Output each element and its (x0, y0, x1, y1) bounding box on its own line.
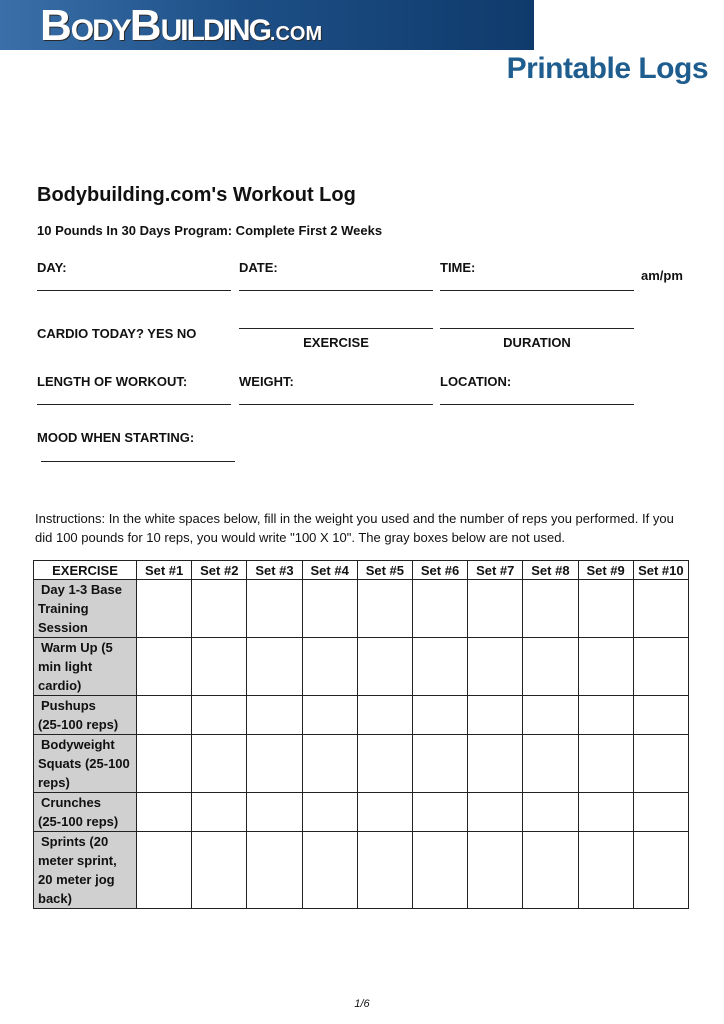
location-field-line[interactable] (440, 404, 634, 405)
set-10-entry-cell[interactable] (633, 580, 688, 638)
header-set-2: Set #2 (192, 561, 247, 580)
set-6-entry-cell[interactable] (412, 638, 467, 696)
set-1-entry-cell[interactable] (137, 832, 192, 909)
length-field-line[interactable] (37, 404, 231, 405)
page-number: 1/6 (354, 998, 370, 1010)
set-2-entry-cell[interactable] (192, 580, 247, 638)
set-2-entry-cell[interactable] (192, 696, 247, 735)
exercise-name-rest: meter sprint, 20 meter jog back) (38, 853, 117, 906)
ampm-label: am/pm (641, 268, 683, 283)
set-2-entry-cell[interactable] (192, 832, 247, 909)
header-set-8: Set #8 (523, 561, 578, 580)
set-9-entry-cell[interactable] (578, 580, 633, 638)
set-3-entry-cell[interactable] (247, 735, 302, 793)
cardio-exercise-line[interactable] (239, 328, 433, 329)
set-6-entry-cell[interactable] (412, 735, 467, 793)
set-5-entry-cell[interactable] (357, 696, 412, 735)
header-set-4: Set #4 (302, 561, 357, 580)
set-4-entry-cell[interactable] (302, 793, 357, 832)
exercise-name-line1: Sprints (20 (41, 834, 109, 849)
set-8-entry-cell[interactable] (523, 580, 578, 638)
table-row (34, 696, 689, 735)
weight-field-line[interactable] (239, 404, 433, 405)
header-set-5: Set #5 (357, 561, 412, 580)
exercise-name-cell (34, 735, 137, 793)
location-label: LOCATION: (440, 374, 512, 389)
header-set-6: Set #6 (412, 561, 467, 580)
banner-brand-text: BODYBUILDING.COM (40, 1, 323, 50)
set-5-entry-cell[interactable] (357, 638, 412, 696)
table-row (34, 735, 689, 793)
set-5-entry-cell[interactable] (357, 793, 412, 832)
exercise-name-cell (34, 832, 137, 909)
time-label: TIME: (440, 260, 476, 275)
set-4-entry-cell[interactable] (302, 696, 357, 735)
exercise-caption: EXERCISE (303, 335, 369, 350)
set-3-entry-cell[interactable] (247, 832, 302, 909)
set-5-entry-cell[interactable] (357, 580, 412, 638)
set-2-entry-cell[interactable] (192, 793, 247, 832)
program-subtitle: 10 Pounds In 30 Days Program: Complete First 2 Weeks (37, 223, 383, 238)
duration-caption: DURATION (503, 335, 571, 350)
exercise-name-cell (34, 638, 137, 696)
exercise-name-rest: Training Session (38, 601, 89, 635)
date-field-line[interactable] (239, 290, 433, 291)
set-9-entry-cell[interactable] (578, 832, 633, 909)
set-4-entry-cell[interactable] (302, 735, 357, 793)
cardio-duration-line[interactable] (440, 328, 634, 329)
time-field-line[interactable] (440, 290, 634, 291)
header-set-10: Set #10 (633, 561, 688, 580)
exercise-name-rest: (25-100 reps) (38, 814, 119, 829)
table-body (34, 580, 689, 909)
set-3-entry-cell[interactable] (247, 793, 302, 832)
exercise-name-line1: Crunches (41, 795, 101, 810)
bodybuilding-banner-logo (0, 0, 708, 88)
set-3-entry-cell[interactable] (247, 696, 302, 735)
set-9-entry-cell[interactable] (578, 735, 633, 793)
set-10-entry-cell[interactable] (633, 793, 688, 832)
set-8-entry-cell[interactable] (523, 638, 578, 696)
exercise-name-rest: Squats (25-100 reps) (38, 756, 130, 790)
set-5-entry-cell[interactable] (357, 832, 412, 909)
set-7-entry-cell[interactable] (468, 580, 523, 638)
set-7-entry-cell[interactable] (468, 832, 523, 909)
workout-log-table (33, 560, 689, 909)
page-title: Bodybuilding.com's Workout Log (37, 184, 356, 206)
cardio-label: CARDIO TODAY? YES NO (37, 326, 197, 341)
set-7-entry-cell[interactable] (468, 638, 523, 696)
set-10-entry-cell[interactable] (633, 832, 688, 909)
set-5-entry-cell[interactable] (357, 735, 412, 793)
set-10-entry-cell[interactable] (633, 696, 688, 735)
set-10-entry-cell[interactable] (633, 638, 688, 696)
set-2-entry-cell[interactable] (192, 638, 247, 696)
set-9-entry-cell[interactable] (578, 793, 633, 832)
set-2-entry-cell[interactable] (192, 735, 247, 793)
set-7-entry-cell[interactable] (468, 735, 523, 793)
set-6-entry-cell[interactable] (412, 793, 467, 832)
weight-label: WEIGHT: (239, 374, 294, 389)
day-field-line[interactable] (37, 290, 231, 291)
table-row (34, 832, 689, 909)
set-1-entry-cell[interactable] (137, 580, 192, 638)
length-label: LENGTH OF WORKOUT: (37, 374, 188, 389)
exercise-name-cell (34, 696, 137, 735)
exercise-name-line1: Day 1-3 Base (41, 582, 122, 597)
set-9-entry-cell[interactable] (578, 638, 633, 696)
set-1-entry-cell[interactable] (137, 638, 192, 696)
day-label: DAY: (37, 260, 67, 275)
date-label: DATE: (239, 260, 278, 275)
set-8-entry-cell[interactable] (523, 735, 578, 793)
header-set-7: Set #7 (468, 561, 523, 580)
exercise-name-line1: Pushups (41, 698, 96, 713)
set-4-entry-cell[interactable] (302, 638, 357, 696)
table-row (34, 638, 689, 696)
instructions-text: Instructions: In the white spaces below, fill in the weight you used and the number of reps you performed. If you did 100 pounds for 10 reps, you would write "100 X 10". The gray boxes below are not used. (35, 511, 674, 545)
exercise-name-cell (34, 793, 137, 832)
table-row (34, 580, 689, 638)
exercise-name-line1: Bodyweight (41, 737, 115, 752)
exercise-name-cell (34, 580, 137, 638)
set-8-entry-cell[interactable] (523, 832, 578, 909)
mood-label: MOOD WHEN STARTING: (37, 430, 195, 445)
exercise-name-line1: Warm Up (5 (41, 640, 113, 655)
set-4-entry-cell[interactable] (302, 580, 357, 638)
exercise-name-rest: (25-100 reps) (38, 717, 119, 732)
exercise-name-rest: min light cardio) (38, 659, 93, 693)
set-6-entry-cell[interactable] (412, 696, 467, 735)
header-exercise: EXERCISE (34, 561, 137, 580)
set-3-entry-cell[interactable] (247, 638, 302, 696)
set-6-entry-cell[interactable] (412, 580, 467, 638)
set-9-entry-cell[interactable] (578, 696, 633, 735)
set-8-entry-cell[interactable] (523, 793, 578, 832)
table-header-row (34, 561, 689, 580)
set-1-entry-cell[interactable] (137, 696, 192, 735)
header-set-1: Set #1 (137, 561, 192, 580)
mood-field-line[interactable] (41, 461, 235, 462)
banner-subtitle: Printable Logs (506, 52, 708, 85)
set-7-entry-cell[interactable] (468, 696, 523, 735)
set-7-entry-cell[interactable] (468, 793, 523, 832)
set-6-entry-cell[interactable] (412, 832, 467, 909)
set-1-entry-cell[interactable] (137, 793, 192, 832)
header-set-3: Set #3 (247, 561, 302, 580)
table-row (34, 793, 689, 832)
set-8-entry-cell[interactable] (523, 696, 578, 735)
set-1-entry-cell[interactable] (137, 735, 192, 793)
set-3-entry-cell[interactable] (247, 580, 302, 638)
set-4-entry-cell[interactable] (302, 832, 357, 909)
set-10-entry-cell[interactable] (633, 735, 688, 793)
header-set-9: Set #9 (578, 561, 633, 580)
